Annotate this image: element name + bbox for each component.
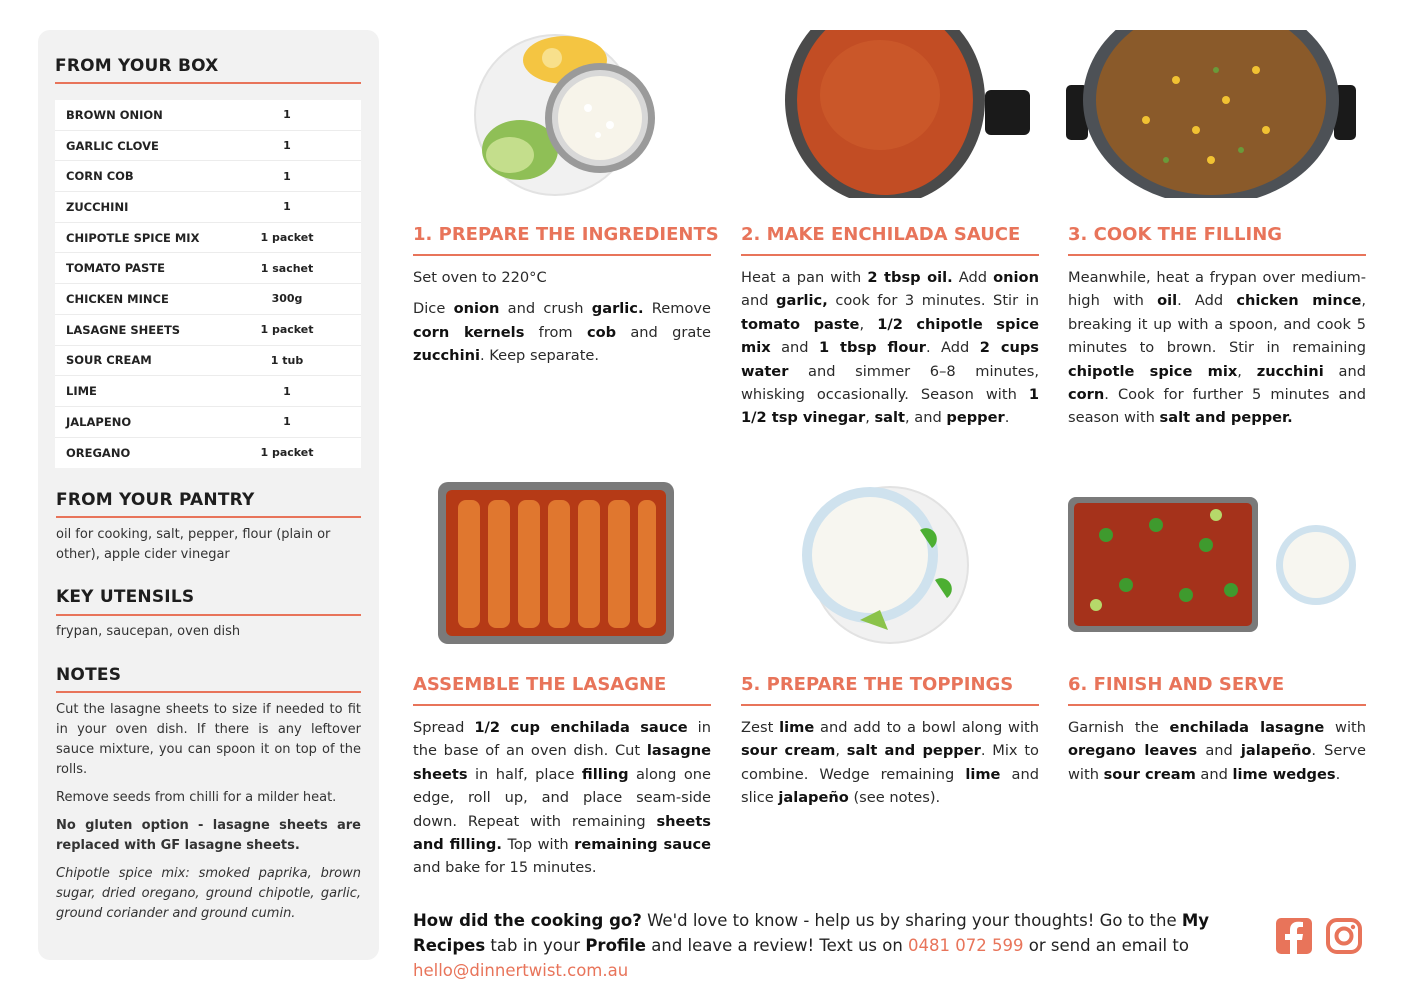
ingredient-qty: 1 tub bbox=[270, 353, 304, 367]
step-4-body bbox=[413, 716, 711, 888]
ingredient: remaining sauce bbox=[574, 836, 712, 854]
step-6-photo bbox=[1066, 495, 1361, 635]
ingredient-qty: 1 packet bbox=[260, 231, 314, 245]
table-row bbox=[55, 161, 361, 192]
text: Add bbox=[952, 269, 994, 286]
step-2-body bbox=[741, 266, 1039, 438]
from-your-pantry-heading: FROM YOUR PANTRY bbox=[56, 490, 255, 510]
note-spice-mix: Chipotle spice mix: smoked paprika, brown sugar, dried oregano, ground chipotle, garlic, ground coriander and ground cumin. bbox=[56, 866, 361, 921]
text: Meanwhile, heat a frypan over medium-high with bbox=[1068, 269, 1366, 310]
text: and bbox=[741, 292, 777, 310]
ingredient-name: TOMATO PASTE bbox=[66, 261, 165, 276]
text: with bbox=[1324, 719, 1366, 736]
table-row bbox=[55, 223, 361, 254]
text: . Add bbox=[925, 339, 980, 357]
ingredient-name: JALAPENO bbox=[66, 414, 132, 429]
ingredient-qty: 1 bbox=[283, 415, 291, 429]
table-row bbox=[55, 131, 361, 162]
profile-label: Profile bbox=[585, 936, 646, 955]
ingredient: salt bbox=[874, 409, 906, 427]
ingredient: salt and pepper bbox=[846, 742, 981, 760]
utensils-text bbox=[56, 622, 361, 650]
step-4-photo bbox=[436, 480, 676, 648]
my-recipes-label: My Recipes bbox=[413, 911, 1210, 955]
ingredient-qty: 1 bbox=[283, 200, 291, 214]
text: and bbox=[1195, 765, 1233, 783]
step-5-title: 5. PREPARE THE TOPPINGS bbox=[741, 674, 1014, 695]
table-row bbox=[55, 407, 361, 438]
step-2-title: 2. MAKE ENCHILADA SAUCE bbox=[741, 224, 1021, 245]
ingredient: lime bbox=[965, 765, 1001, 783]
text: (see notes). bbox=[848, 789, 941, 807]
ingredient-name: CHIPOTLE SPICE MIX bbox=[66, 230, 200, 245]
step-3-body bbox=[1068, 266, 1366, 438]
ingredient: onion bbox=[453, 300, 500, 318]
ingredient-name: BROWN ONION bbox=[66, 107, 163, 122]
step-6-body bbox=[1068, 716, 1366, 794]
text: and bbox=[770, 339, 819, 357]
text: , bbox=[865, 409, 875, 427]
step-1-photo bbox=[470, 30, 660, 200]
text: , and bbox=[905, 409, 947, 427]
text: . Add bbox=[1177, 292, 1237, 310]
table-row bbox=[55, 346, 361, 377]
step-4-rule bbox=[413, 704, 711, 706]
step-5-rule bbox=[741, 704, 1039, 706]
step-1-title: 1. PREPARE THE INGREDIENTS bbox=[413, 224, 719, 245]
ingredient: lime wedges bbox=[1232, 765, 1336, 783]
step-4-title: ASSEMBLE THE LASAGNE bbox=[413, 674, 667, 695]
ingredient-name: CHICKEN MINCE bbox=[66, 291, 169, 306]
ingredient: filling bbox=[581, 765, 629, 783]
step-4-instructions bbox=[413, 716, 711, 880]
ingredient: zucchini bbox=[413, 347, 480, 365]
ingredient-name: ZUCCHINI bbox=[66, 199, 129, 214]
text: along one edge, roll up, and place seam-side down. Repeat with remaining bbox=[413, 765, 712, 830]
ingredient: garlic. bbox=[591, 300, 644, 318]
table-row bbox=[55, 438, 361, 469]
utensils-list: frypan, saucepan, oven dish bbox=[56, 624, 241, 639]
ingredient: 2 cups water bbox=[741, 339, 1039, 380]
note-leftover: Cut the lasagne sheets to size if needed to fit in your oven dish. If there is any leftover sauce mixture, you can spoon it on top of the rolls. bbox=[56, 702, 361, 777]
text: . bbox=[1004, 409, 1010, 427]
from-your-box-heading: FROM YOUR BOX bbox=[55, 56, 219, 76]
table-row bbox=[55, 376, 361, 407]
text: and add to a bowl along with bbox=[814, 719, 1039, 736]
text: from bbox=[524, 323, 587, 341]
ingredient-name: GARLIC CLOVE bbox=[66, 138, 159, 153]
feedback-question: How did the cooking go? bbox=[413, 911, 642, 930]
text: Heat a pan with bbox=[741, 269, 868, 286]
text: and bbox=[1323, 362, 1367, 380]
note-chilli: Remove seeds from chilli for a milder heat. bbox=[56, 790, 337, 805]
text: , bbox=[835, 742, 847, 760]
table-row bbox=[55, 192, 361, 223]
ingredient: garlic, bbox=[776, 292, 828, 310]
ingredient-qty: 1 bbox=[283, 108, 291, 122]
ingredient-name: LIME bbox=[66, 384, 97, 399]
ingredient: chipotle spice mix bbox=[1068, 362, 1238, 380]
step-5-instructions bbox=[741, 716, 1039, 810]
ingredient-qty: 1 bbox=[283, 139, 291, 153]
ingredient-name: LASAGNE SHEETS bbox=[66, 322, 181, 337]
ingredient: 1 1/2 tsp vinegar bbox=[741, 386, 1039, 427]
text: . bbox=[1335, 765, 1341, 783]
heading-rule bbox=[55, 82, 361, 84]
ingredient: corn kernels bbox=[413, 323, 525, 341]
table-row bbox=[55, 253, 361, 284]
text: , bbox=[1237, 362, 1257, 380]
facebook-icon[interactable] bbox=[1275, 917, 1313, 955]
step-2-photo bbox=[780, 30, 1030, 198]
text: and bake for 15 minutes. bbox=[413, 859, 597, 877]
ingredient: onion bbox=[993, 269, 1039, 286]
key-utensils-heading: KEY UTENSILS bbox=[56, 587, 195, 607]
text: and crush bbox=[499, 300, 592, 318]
step-1-body bbox=[413, 266, 711, 376]
step-1-instructions bbox=[413, 297, 711, 367]
step-6-rule bbox=[1068, 704, 1366, 706]
text: , bbox=[859, 315, 878, 333]
instagram-icon[interactable] bbox=[1325, 917, 1363, 955]
ingredient: zucchini bbox=[1256, 362, 1324, 380]
pantry-text bbox=[56, 525, 361, 573]
ingredient-name: SOUR CREAM bbox=[66, 353, 152, 368]
ingredient: 1/2 chipotle spice mix bbox=[741, 315, 1039, 357]
text: Zest bbox=[741, 719, 780, 736]
ingredient-qty: 300g bbox=[271, 292, 303, 306]
ingredient: enchilada lasagne bbox=[1169, 719, 1325, 736]
ingredient: sour cream bbox=[741, 742, 836, 760]
text: We'd love to know - help us by sharing your thoughts! Go to the bbox=[641, 911, 1182, 930]
email-link[interactable]: hello@dinnertwist.com.au bbox=[413, 961, 629, 980]
ingredient-qty: 1 sachet bbox=[260, 261, 314, 275]
ingredient-name: OREGANO bbox=[66, 445, 131, 460]
ingredient: chicken mince bbox=[1236, 292, 1362, 310]
text: Remove bbox=[643, 300, 711, 318]
text: Top with bbox=[501, 836, 575, 854]
box-ingredients-table bbox=[55, 100, 361, 468]
text: . Keep separate. bbox=[479, 347, 600, 365]
text: and slice bbox=[741, 765, 1039, 807]
ingredient: oregano leaves bbox=[1068, 742, 1198, 760]
ingredient: 2 tbsp oil. bbox=[867, 269, 953, 286]
step-2-instructions bbox=[741, 266, 1039, 430]
step-3-rule bbox=[1068, 254, 1366, 256]
ingredient: tomato paste bbox=[741, 315, 860, 333]
ingredient: jalapeño bbox=[1240, 742, 1312, 760]
text: and leave a review! Text us on bbox=[646, 936, 909, 955]
text: or send an email to bbox=[1023, 936, 1189, 955]
table-row bbox=[55, 100, 361, 131]
text: in half, place bbox=[467, 765, 582, 783]
notes-heading: NOTES bbox=[56, 665, 122, 685]
heading-rule bbox=[56, 516, 361, 518]
step-3-photo bbox=[1066, 30, 1356, 198]
text: , breaking it up with a spoon, and cook 5 minutes to brown. Stir in remaining bbox=[1068, 292, 1367, 357]
step-6-instructions bbox=[1068, 716, 1366, 786]
ingredient: cob bbox=[586, 323, 617, 341]
ingredient: jalapeño bbox=[778, 789, 849, 807]
text: . Mix to combine. Wedge remaining bbox=[741, 742, 1039, 783]
step-5-body bbox=[741, 716, 1039, 818]
table-row bbox=[55, 315, 361, 346]
text: and grate bbox=[616, 323, 711, 341]
notes-text bbox=[56, 700, 361, 932]
text: . Cook for further 5 minutes and season with bbox=[1068, 386, 1366, 427]
text: tab in your bbox=[485, 936, 586, 955]
step-1-rule bbox=[413, 254, 711, 256]
feedback-footer bbox=[413, 908, 1263, 983]
text: in the base of an oven dish. Cut bbox=[413, 719, 711, 760]
ingredient: sour cream bbox=[1103, 765, 1196, 783]
text: Spread bbox=[413, 719, 475, 736]
text: and simmer 6–8 minutes, whisking occasionally. Season with bbox=[741, 362, 1039, 404]
ingredient: lasagne sheets bbox=[413, 742, 711, 783]
phone-link[interactable]: 0481 072 599 bbox=[908, 936, 1024, 955]
text: cook for 3 minutes. Stir in bbox=[827, 292, 1039, 310]
heading-rule bbox=[56, 691, 361, 693]
step-6-title: 6. FINISH AND SERVE bbox=[1068, 674, 1285, 695]
ingredient: 1/2 cup enchilada sauce bbox=[474, 719, 688, 736]
table-row bbox=[55, 284, 361, 315]
note-gluten: No gluten option - lasagne sheets are replaced with GF lasagne sheets. bbox=[56, 818, 361, 853]
step-2-rule bbox=[741, 254, 1039, 256]
ingredient: lime bbox=[779, 719, 815, 736]
ingredient: salt and pepper. bbox=[1159, 409, 1293, 427]
ingredient: corn bbox=[1068, 386, 1105, 404]
ingredient: oil bbox=[1157, 292, 1178, 310]
text: Dice bbox=[413, 300, 454, 318]
heading-rule bbox=[56, 614, 361, 616]
ingredient-qty: 1 bbox=[283, 169, 291, 183]
ingredient-qty: 1 packet bbox=[260, 323, 314, 337]
step-1-oven: Set oven to 220°C bbox=[413, 269, 547, 286]
ingredient: sheets and filling. bbox=[413, 812, 711, 854]
pantry-list: oil for cooking, salt, pepper, flour (plain or other), apple cider vinegar bbox=[56, 527, 331, 562]
text: Garnish the bbox=[1068, 719, 1170, 736]
step-3-title: 3. COOK THE FILLING bbox=[1068, 224, 1283, 245]
text: and bbox=[1197, 742, 1241, 760]
ingredient-name: CORN COB bbox=[66, 169, 134, 184]
ingredient-qty: 1 packet bbox=[260, 446, 314, 460]
ingredient-qty: 1 bbox=[283, 384, 291, 398]
sidebar bbox=[38, 30, 379, 960]
ingredient: 1 tbsp flour bbox=[819, 339, 926, 357]
ingredient: pepper bbox=[946, 409, 1005, 427]
text: . Serve with bbox=[1068, 742, 1366, 783]
step-5-photo bbox=[800, 480, 975, 648]
step-3-instructions bbox=[1068, 266, 1366, 430]
